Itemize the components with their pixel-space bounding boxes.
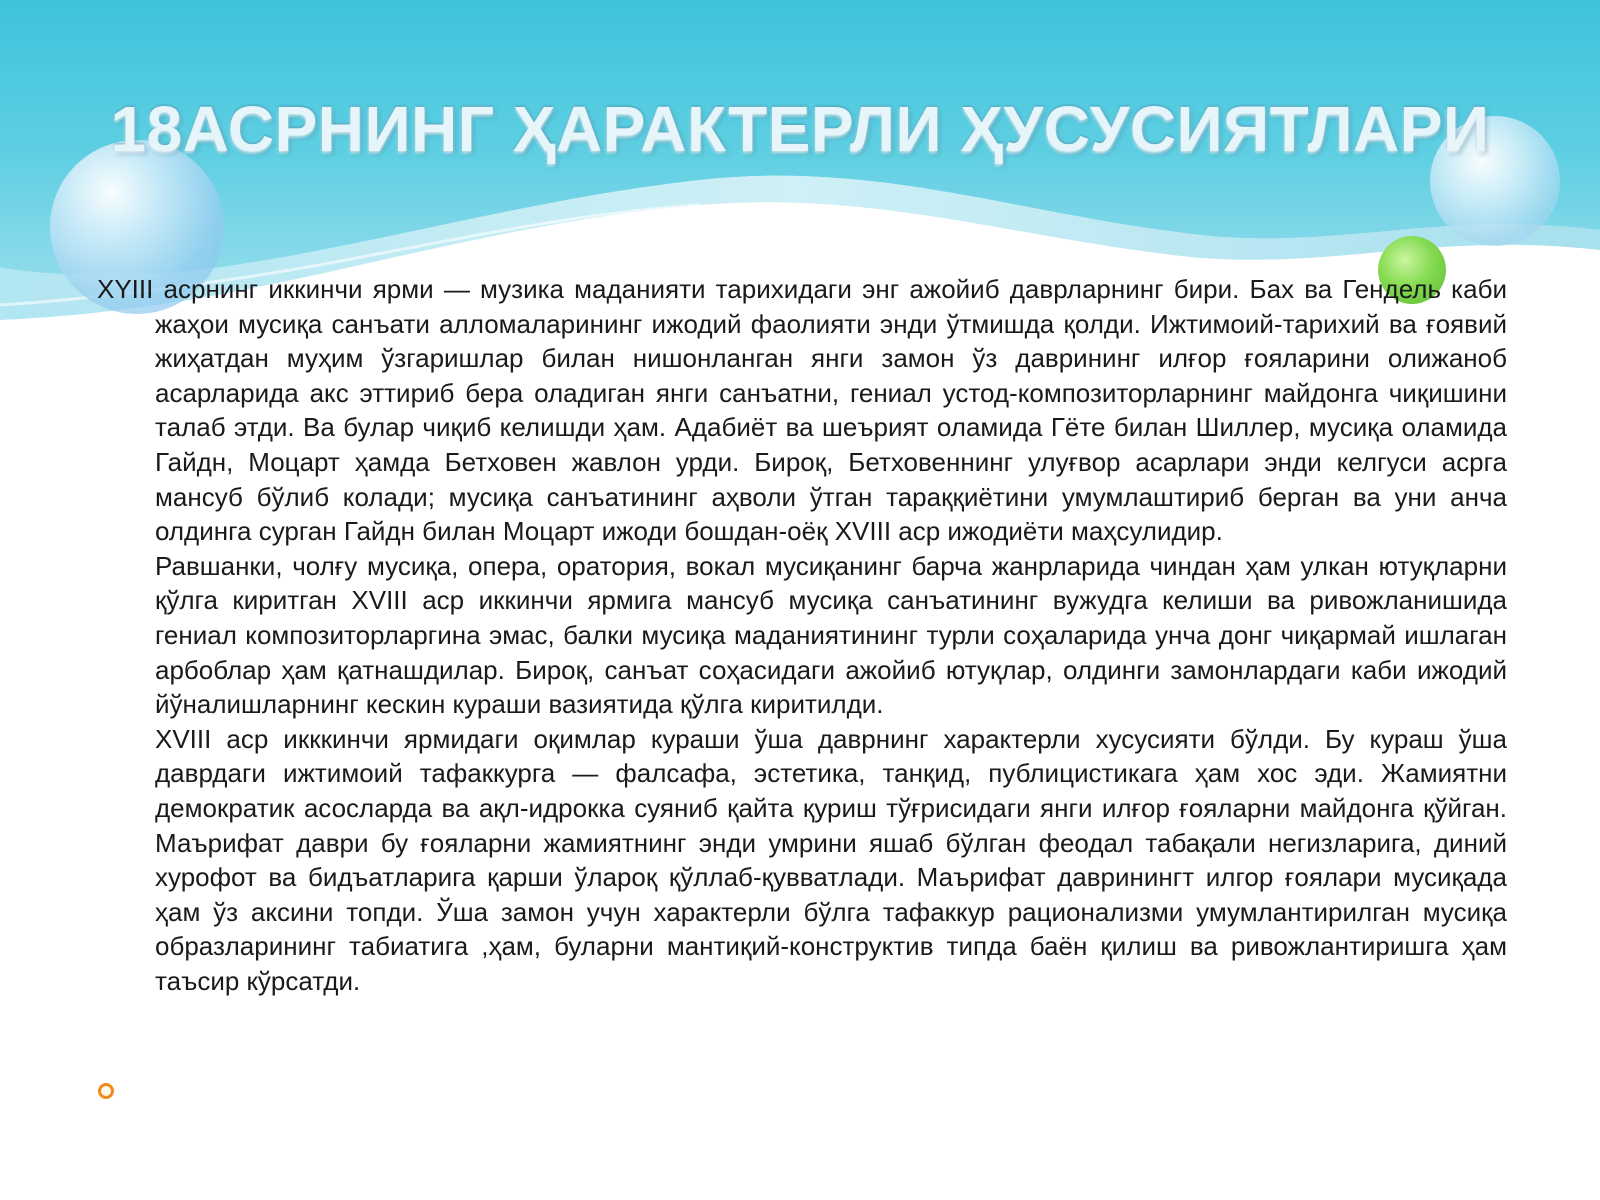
empty-bullet-icon (98, 1083, 114, 1099)
paragraph-1: XYIII асрнинг иккинчи ярми — музика маданияти тарихидаги энг ажойиб даврларнинг бири. Бах ва Гендель каби жаҳои мусиқа санъати алломаларининг ижодий фаолияти энди ўтмишда қолди. Ижтимоий-тарихий ва ғоявий жиҳатдан муҳим ўзгаришлар билан нишонланган янги замон ўз даврининг илғор ғояларини олижаноб асарларида акс эттириб бера оладиган янги санъатни, гениал устод-композиторларнинг майдонга чиқишини талаб этди. Ва булар чиқиб келишди ҳам. Адабиёт ва шеърият оламида Гёте билан Шиллер, мусиқа оламида Гайдн, Моцарт ҳамда Бетховен жавлон урди. Бироқ, Бетховеннинг улуғвор асарлари энди келгуси асрга мансуб бўлиб колади; мусиқа санъатининг аҳволи ўтган тараққиётини умумлаштириб берган ва уни анча олдинга сурган Гайдн билан Моцарт ижоди бошдан-оёқ XVIII аср ижодиёти маҳсулидир. (97, 274, 1507, 547)
slide-body-text (97, 272, 1507, 998)
paragraph-2: Равшанки, чолғу мусиқа, опера, оратория, вокал мусиқанинг барча жанрларида чиндан ҳам улкан ютуқларни қўлга киритган XVIII аср иккинчи ярмига мансуб мусиқа санъатининг вужудга келиши ва ривожланишида гениал композиторларгина эмас, балки мусиқа маданиятининг турли соҳаларида унча донг чиқармай ишлаган арбоблар ҳам қатнашдилар. Бироқ, санъат соҳасидаги ажойиб ютуқлар, олдинги замонлардаги каби ижодий йўналишларнинг кескин кураши вазиятида қўлга киритилди. (155, 550, 1507, 720)
slide-title: 18АСРНИНГ ҲАРАКТЕРЛИ ҲУСУСИЯТЛАРИ (110, 93, 1490, 165)
paragraph-3: XVIII аср икккинчи ярмидаги оқимлар кураши ўша даврнинг характерли хусусияти бўлди. Бу кураш ўша даврдаги ижтимоий тафаккурга — фалсафа, эстетика, танқид, публицистикага ҳам хос эди. Жамиятни демократик асосларда ва ақл-идрокка суяниб қайта қуриш тўғрисидаги янги илғор ғояларни майдонга қўйган. Маърифат даври бу ғояларни жамиятнинг энди умрини яшаб бўлган феодал табақали негизларига, диний хурофот ва бидъатларига қарши ўлароқ қўллаб-қувватлади. Маърифат давринингт илгор ғоялари мусиқада ҳам ўз аксини топди. Ўша замон учун характерли бўлга тафаккур рационализми умумлантирилган мусиқа образларининг табиатига ,ҳам, буларни мантиқий-конструктив типда баён қилиш ва ривожлантиришга ҳам таъсир кўрсатди. (155, 723, 1507, 996)
